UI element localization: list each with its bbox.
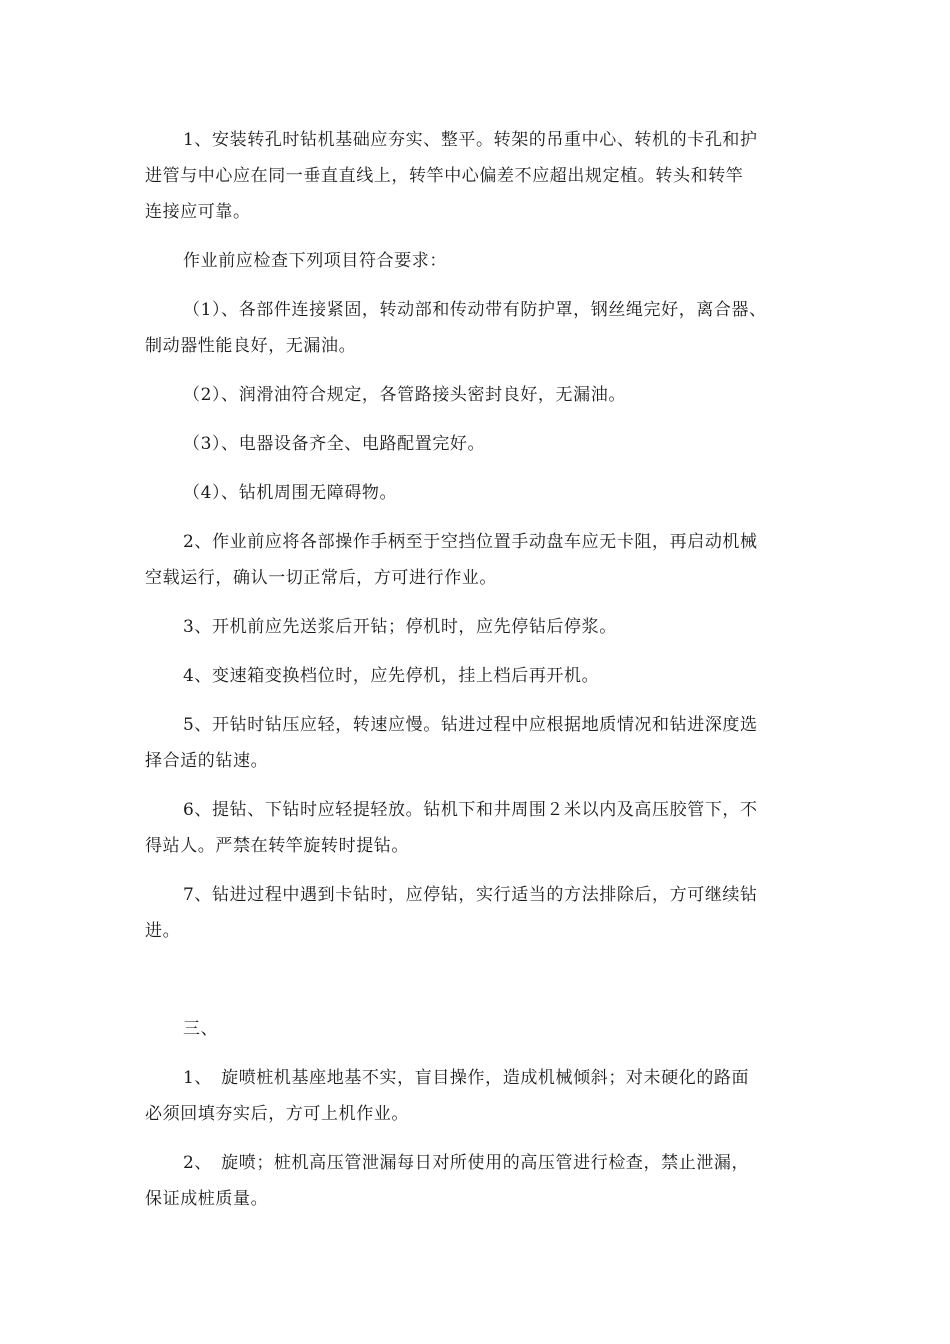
text-line: 进管与中心应在同一垂直直线上，转竿中心偏差不应超出规定植。转头和转竿 [145,166,744,186]
section-heading: 三、 [183,1019,219,1039]
text-line: （3）、电器设备齐全、电路配置完好。 [183,434,486,454]
text-line: 作业前应检查下列项目符合要求： [183,251,447,271]
text-line: 进。 [145,921,181,941]
text-line: 得站人。严禁在转竿旋转时提钻。 [145,836,409,856]
text-line: 择合适的钻速。 [145,751,269,771]
text-line: 1、安装转孔时钻机基础应夯实、整平。转架的吊重中心、转机的卡孔和护 [183,130,758,150]
text-line: 制动器性能良好，无漏油。 [145,336,357,356]
text-line: （4）、钻机周围无障碍物。 [183,483,398,503]
text-line: 空载运行，确认一切正常后，方可进行作业。 [145,568,497,588]
text-line: 1、 旋喷桩机基座地基不实，盲目操作，造成机械倾斜；对未硬化的路面 [183,1068,750,1088]
text-line: 2、 旋喷；桩机高压管泄漏每日对所使用的高压管进行检查，禁止泄漏， [183,1153,750,1173]
text-line: 连接应可靠。 [145,202,251,222]
text-line: 6、提钻、下钻时应轻提轻放。钻机下和井周围２米以内及高压胶管下，不 [183,800,758,820]
text-line: （2）、润滑油符合规定，各管路接头密封良好，无漏油。 [183,385,626,405]
text-line: 7、钻进过程中遇到卡钻时，应停钻，实行适当的方法排除后，方可继续钻 [183,885,758,905]
text-line: 5、开钻时钻压应轻，转速应慢。钻进过程中应根据地质情况和钻进深度选 [183,715,758,735]
text-line: 必须回填夯实后，方可上机作业。 [145,1104,409,1124]
text-line: 2、作业前应将各部操作手柄至于空挡位置手动盘车应无卡阻，再启动机械 [183,532,758,552]
text-line: 3、开机前应先送浆后开钻；停机时，应先停钻后停浆。 [183,617,617,637]
text-line: （1）、各部件连接紧固，转动部和传动带有防护罩，钢丝绳完好，离合器、 [183,300,767,320]
text-line: 保证成桩质量。 [145,1189,269,1209]
text-line: 4、变速箱变换档位时，应先停机，挂上档后再开机。 [183,666,600,686]
